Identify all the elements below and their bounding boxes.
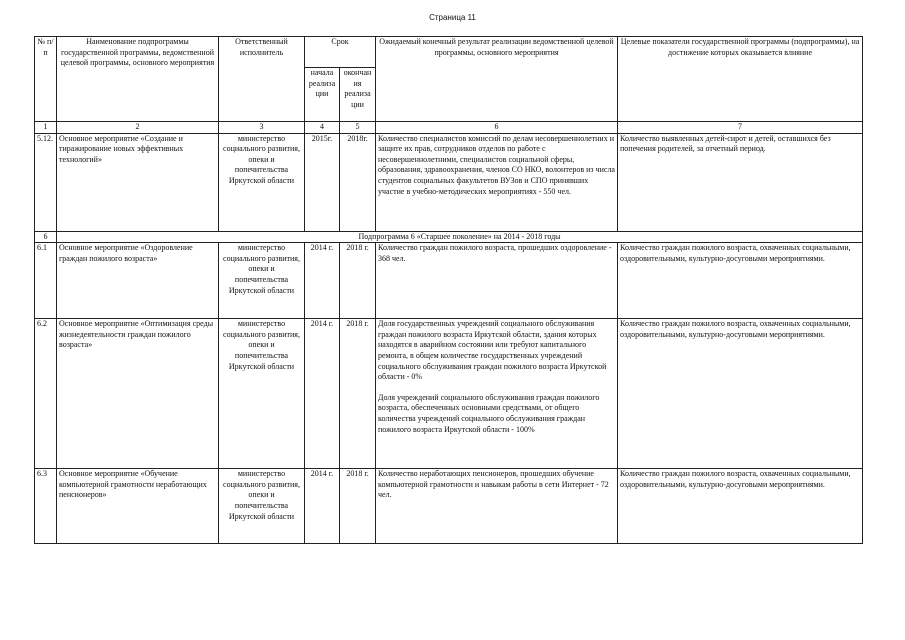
- header-result: Ожидаемый конечный результат реализации ведомственной целевой программы, основного мероприятия: [376, 37, 618, 122]
- row-indicators: Количество выявленных детей-сирот и детей, оставшихся без попечения родителей, за отчетный период.: [618, 133, 863, 231]
- row-start: 2014 г.: [305, 319, 340, 469]
- row-indicators: Количество граждан пожилого возраста, охваченных социальными, оздоровительными, культурно-досуговыми мероприятиями.: [618, 243, 863, 319]
- row-executor: министерство социального развития, опеки и попечительства Иркутской области: [219, 319, 305, 469]
- column-number-row: [35, 122, 863, 134]
- row-num: 5.12.: [35, 133, 57, 231]
- row-name: Основное мероприятие «Оздоровление граждан пожилого возраста»: [57, 243, 219, 319]
- header-term: Срок: [305, 37, 376, 68]
- header-start: начала реализа ции: [305, 68, 340, 122]
- row-start: 2014 г.: [305, 243, 340, 319]
- row-result-second: Доля учреждений социального обслуживания граждан пожилого возраста, обеспеченных основными средствами, от общего количества учреждений социального обслуживания граждан пожилого возраста Иркутской области - 100%: [378, 392, 600, 434]
- program-table: [34, 36, 863, 544]
- row-start: 2015г.: [305, 133, 340, 231]
- row-name: Основное мероприятие «Создание и тиражирование новых эффективных технологий»: [57, 133, 219, 231]
- row-end: 2018 г.: [340, 469, 376, 544]
- page-label: Страница 11: [429, 13, 476, 22]
- row-executor: министерство социального развития, опеки и попечительства Иркутской области: [219, 469, 305, 544]
- column-number: 1: [35, 122, 57, 134]
- header-indicators: Целевые показатели государственной программы (подпрограммы), на достижение которых оказывается влияние: [618, 37, 863, 122]
- header-name: Наименование подпрограммы государственной программы, ведомственной целевой программы, основного мероприятия: [57, 37, 219, 122]
- row-result-cell: [376, 319, 618, 469]
- row-num: 6.3: [35, 469, 57, 544]
- row-executor: министерство социального развития, опеки и попечительства Иркутской области: [219, 133, 305, 231]
- column-number: 5: [340, 122, 376, 134]
- row-result: Количество неработающих пенсионеров, прошедших обучение компьютерной грамотности и навыкам работы в сети Интернет - 72 чел.: [376, 469, 618, 544]
- table-row: [35, 319, 863, 469]
- section-title: Подпрограмма 6 «Старшее поколение» на 2014 - 2018 годы: [57, 231, 863, 243]
- header-end: окончан ия реализа ции: [340, 68, 376, 122]
- row-end: 2018 г.: [340, 243, 376, 319]
- column-number: 3: [219, 122, 305, 134]
- table-row: [35, 469, 863, 544]
- header-num: № п/п: [35, 37, 57, 122]
- section-row: [35, 231, 863, 243]
- row-end: 2018г.: [340, 133, 376, 231]
- row-num: 6.1: [35, 243, 57, 319]
- column-number: 7: [618, 122, 863, 134]
- row-start: 2014 г.: [305, 469, 340, 544]
- table-row: [35, 243, 863, 319]
- row-indicators: Количество граждан пожилого возраста, охваченных социальными, оздоровительными, культурно-досуговыми мероприятиями.: [618, 319, 863, 469]
- row-num: 6.2: [35, 319, 57, 469]
- section-num: 6: [35, 231, 57, 243]
- column-number: 4: [305, 122, 340, 134]
- column-number: 2: [57, 122, 219, 134]
- row-result: Количество специалистов комиссий по делам несовершеннолетних и защите их прав, сотрудников отделов по работе с несовершеннолетними, специалистов социальной сферы, образования, здравоохранения, членов СО НКО, волонтеров из числа студентов социальных факультетов ВУЗов и СПО принявших участие в учебно-методических мероприятиях - 550 чел.: [376, 133, 618, 231]
- column-number: 6: [376, 122, 618, 134]
- row-result: Доля государственных учреждений социального обслуживания граждан пожилого возраста Иркутской области, здания которых находятся в аварийном состоянии или требуют капитального ремонта, в общем количестве государственных учреждений социального обслуживания граждан пожилого возраста Иркутской области - 0%: [378, 319, 607, 382]
- row-end: 2018 г.: [340, 319, 376, 469]
- row-indicators: Количество граждан пожилого возраста, охваченных социальными, оздоровительными, культурно-досуговыми мероприятиями.: [618, 469, 863, 544]
- row-name: Основное мероприятие «Обучение компьютерной грамотности неработающих пенсионеров»: [57, 469, 219, 544]
- table-row: [35, 133, 863, 231]
- row-name: Основное мероприятие «Оптимизация среды жизнедеятельности граждан пожилого возраста»: [57, 319, 219, 469]
- header-executor: Ответственный исполнитель: [219, 37, 305, 122]
- row-executor: министерство социального развития, опеки и попечительства Иркутской области: [219, 243, 305, 319]
- row-result: Количество граждан пожилого возраста, прошедших оздоровление - 368 чел.: [376, 243, 618, 319]
